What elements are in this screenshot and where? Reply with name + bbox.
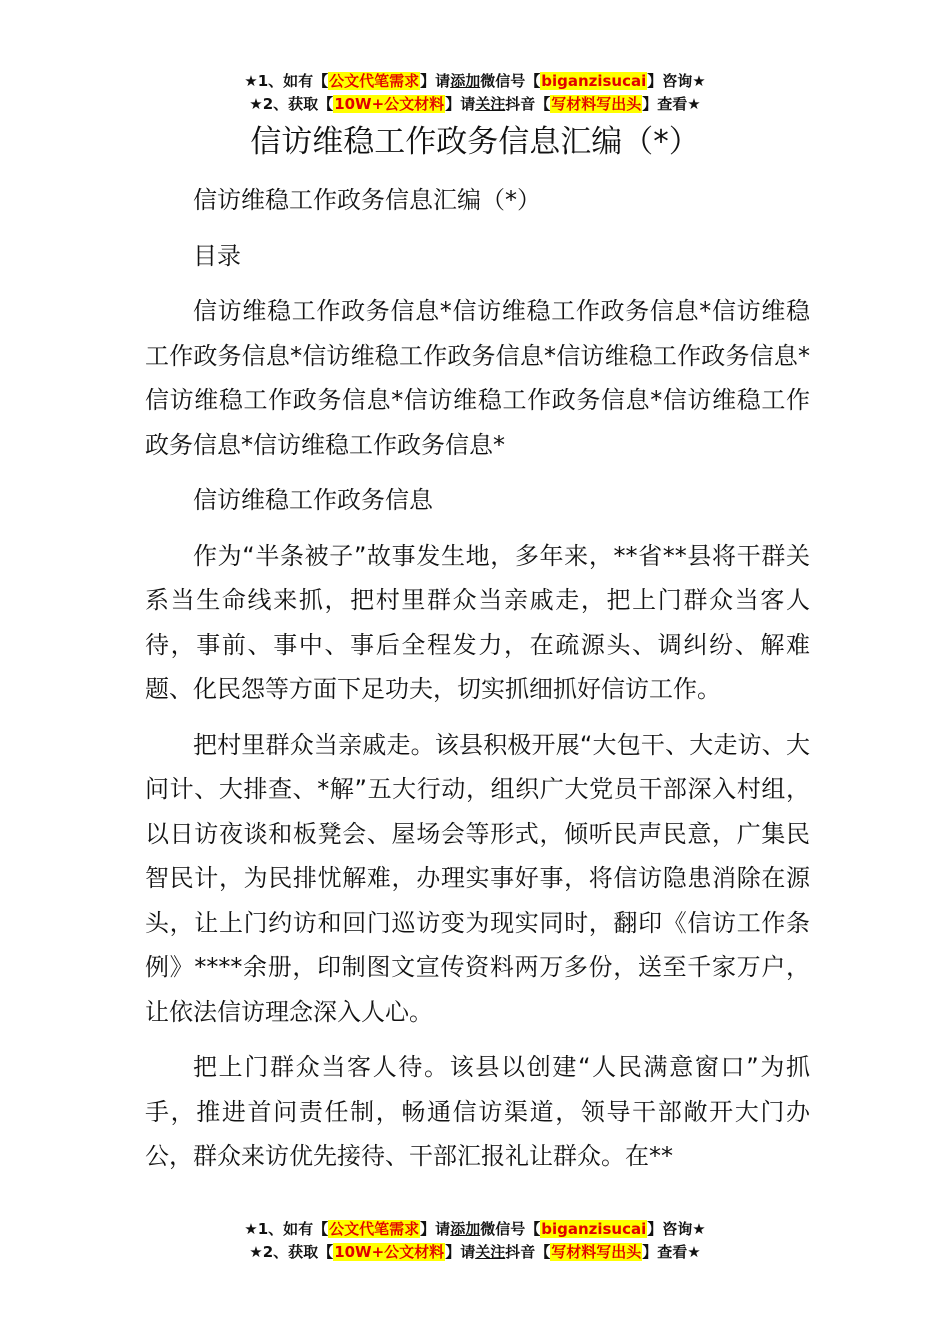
promo-text: 抖音【 <box>505 95 551 113</box>
promo-text: 】请 <box>420 72 451 90</box>
promo-highlight: 公文代笔需求 <box>329 72 420 90</box>
promo-text: 微信号【 <box>480 1220 541 1238</box>
promo-highlight: 10W+公文材料 <box>334 1243 445 1261</box>
promo-underlined: 添加 <box>450 72 481 90</box>
paragraph: 把村里群众当亲戚走。该县积极开展“大包干、大走访、大问计、大排查、*解”五大行动，组织广大党员干部深入村组，以日访夜谈和板凳会、屋场会等形式，倾听民声民意，广集民智民计，为民排忧解难，办理实事好事，将信访隐患消除在源头，让上门约访和回门巡访变为现实同时，翻印《信访工作条例》****余册，印制图文宣传资料两万多份，送至千家万户，让依法信访理念深入人心。 <box>145 730 810 1026</box>
promo-text: 】请 <box>420 1220 451 1238</box>
promo-highlight: biganzisucai <box>541 1220 647 1238</box>
promo-text: 】查看★ <box>642 95 701 113</box>
paragraph: 信访维稳工作政务信息 <box>193 486 433 514</box>
promo-text: 】咨询★ <box>647 1220 706 1238</box>
promo-text: ★1、如有【 <box>244 72 329 90</box>
promo-text: 】咨询★ <box>647 72 706 90</box>
footer-promo-banner <box>0 1218 950 1264</box>
promo-highlight: 公文代笔需求 <box>329 1220 420 1238</box>
paragraph: 信访维稳工作政务信息汇编（*） <box>193 186 541 214</box>
header-promo-banner <box>0 70 950 116</box>
document-title: 信访维稳工作政务信息汇编（*） <box>250 124 700 160</box>
promo-text: 微信号【 <box>480 72 541 90</box>
promo-text: ★2、获取【 <box>249 95 334 113</box>
promo-underlined: 关注 <box>475 1243 506 1261</box>
promo-highlight: 写材料写出头 <box>551 95 642 113</box>
paragraph: 信访维稳工作政务信息*信访维稳工作政务信息*信访维稳工作政务信息*信访维稳工作政务信息*信访维稳工作政务信息*信访维稳工作政务信息*信访维稳工作政务信息*信访维稳工作政务信息*信访维稳工作政务信息* <box>145 297 810 459</box>
promo-text: ★1、如有【 <box>244 1220 329 1238</box>
promo-underlined: 关注 <box>475 95 506 113</box>
promo-underlined: 添加 <box>450 1220 481 1238</box>
paragraph: 目录 <box>193 241 241 270</box>
promo-text: 抖音【 <box>505 1243 551 1261</box>
promo-line-1 <box>0 70 950 93</box>
promo-text: 】请 <box>445 1243 476 1261</box>
promo-text: ★2、获取【 <box>249 1243 334 1261</box>
promo-highlight: 10W+公文材料 <box>334 95 445 113</box>
paragraph: 把上门群众当客人待。该县以创建“人民满意窗口”为抓手，推进首问责任制，畅通信访渠道，领导干部敞开大门办公，群众来访优先接待、干部汇报礼让群众。在** <box>145 1053 810 1170</box>
promo-highlight: biganzisucai <box>541 72 647 90</box>
promo-line-2 <box>0 93 950 116</box>
promo-line-2 <box>0 1241 950 1264</box>
promo-line-1 <box>0 1218 950 1241</box>
promo-text: 】查看★ <box>642 1243 701 1261</box>
promo-highlight: 写材料写出头 <box>551 1243 642 1261</box>
paragraph: 作为“半条被子”故事发生地，多年来，**省**县将干群关系当生命线来抓，把村里群众当亲戚走，把上门群众当客人待，事前、事中、事后全程发力，在疏源头、调纠纷、解难题、化民怨等方面下足功夫，切实抓细抓好信访工作。 <box>145 541 810 703</box>
promo-text: 】请 <box>445 95 476 113</box>
document-body <box>145 178 810 1190</box>
